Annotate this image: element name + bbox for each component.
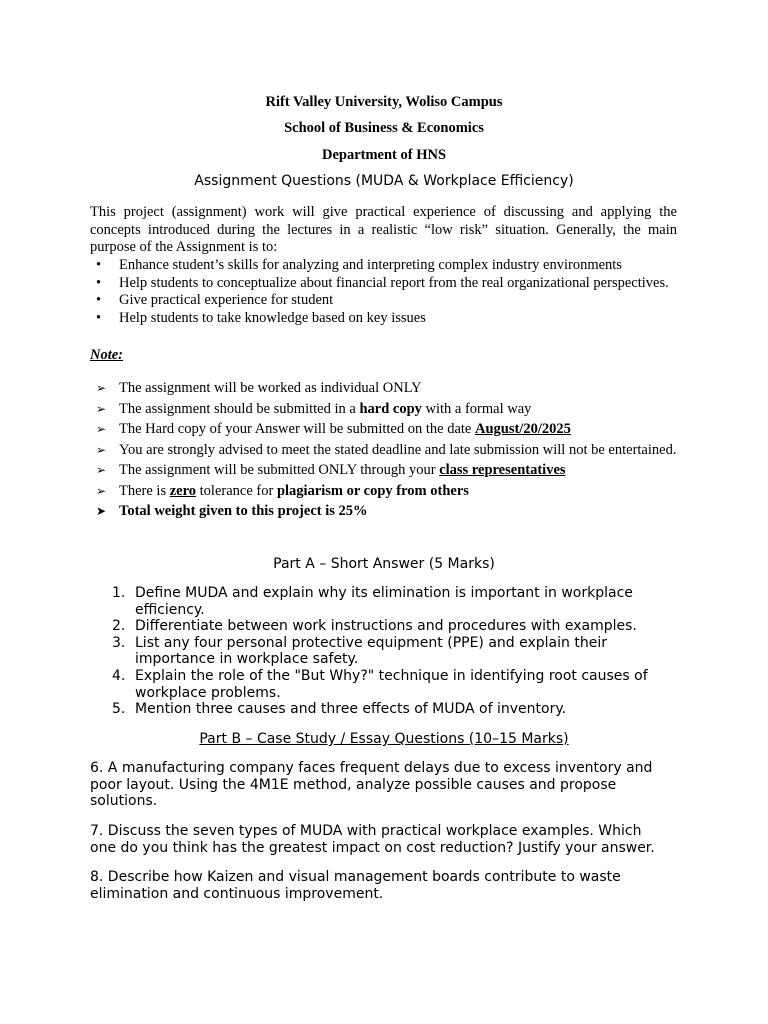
part-a-question: 5. Mention three causes and three effects of MUDA of inventory. [112,701,567,718]
part-b-question-8: 8. Describe how Kaizen and visual management boards contribute to waste elimination and continuous improvement. [90,869,621,902]
part-b-question-6: 6. A manufacturing company faces frequent delays due to excess inventory and poor layout. Using the 4M1E method, analyze possible causes and propose solutions. [90,760,653,810]
school-heading: School of Business & Economics [284,120,484,136]
bullet-icon: • [96,274,102,291]
due-date: August/20/2025 [474,421,571,437]
department-heading: Department of HNS [321,147,447,163]
part-a-question: 3. List any four personal protective equipment (PPE) and explain their importance in workplace safety. [112,634,607,668]
bullet-icon: • [96,309,102,326]
arrow-bullet-icon: ➢ [96,381,107,395]
purpose-bullet-item: • Help students to conceptualize about financial report from the real organizational perspectives. [96,274,669,291]
arrow-bullet-icon: ➢ [96,422,107,436]
note-list [90,378,677,522]
purpose-bullet-item: • Help students to take knowledge based on key issues [96,309,426,326]
note-label: Note: [90,347,124,363]
part-a-question-list [90,585,650,718]
note-item-individual: ➢ The assignment will be worked as individual ONLY [90,378,677,399]
part-a-question: 4. Explain the role of the "But Why?" technique in identifying root causes of workplace problems. [112,667,648,701]
note-item-date: ➢ The Hard copy of your Answer will be submitted on the date August/20/2025 [90,419,677,440]
arrow-bullet-icon: ➢ [96,483,107,498]
note-item-hardcopy: ➢ The assignment should be submitted in a hard copy with a formal way [90,399,677,420]
note-item-weight: ➤ Total weight given to this project is 25% [90,501,677,522]
part-a-title: Part A – Short Answer (5 Marks) [273,556,495,572]
purpose-bullet-list [90,257,677,327]
university-heading: Rift Valley University, Woliso Campus [265,94,503,110]
arrow-bullet-icon: ➤ [96,504,107,518]
note-item-deadline: ➢ You are strongly advised to meet the stated deadline and late submission will not be entertained. [90,440,677,461]
note-item-plagiarism: ➢ There is zero tolerance for plagiarism or copy from others [90,481,677,502]
intro-paragraph: This project (assignment) work will give practical experience of discussing and applying the concepts introduced during the lectures in a realistic “low risk” situation. Generally, the main purpose of the Assignment is to: [90,204,677,255]
part-a-question: 1. Define MUDA and explain why its elimination is important in workplace efficiency. [112,585,633,618]
purpose-bullet-item: • Enhance student’s skills for analyzing and interpreting complex industry environments [96,257,622,273]
bullet-icon: • [96,257,102,273]
arrow-bullet-icon: ➢ [96,442,107,457]
arrow-bullet-icon: ➢ [96,401,107,416]
arrow-bullet-icon: ➢ [96,463,107,477]
note-item-representatives: ➢ The assignment will be submitted ONLY through your class representatives [90,460,677,481]
part-a-question: 2. Differentiate between work instructions and procedures with examples. [112,618,637,635]
bullet-icon: • [96,292,102,308]
part-b-title: Part B – Case Study / Essay Questions (10–15 Marks) [199,731,569,747]
purpose-bullet-item: • Give practical experience for student [96,292,334,308]
assignment-title: Assignment Questions (MUDA & Workplace Efficiency) [194,173,574,189]
part-b-question-7: 7. Discuss the seven types of MUDA with practical workplace examples. Which one do you think has the greatest impact on cost reduction? Justify your answer. [90,823,655,856]
